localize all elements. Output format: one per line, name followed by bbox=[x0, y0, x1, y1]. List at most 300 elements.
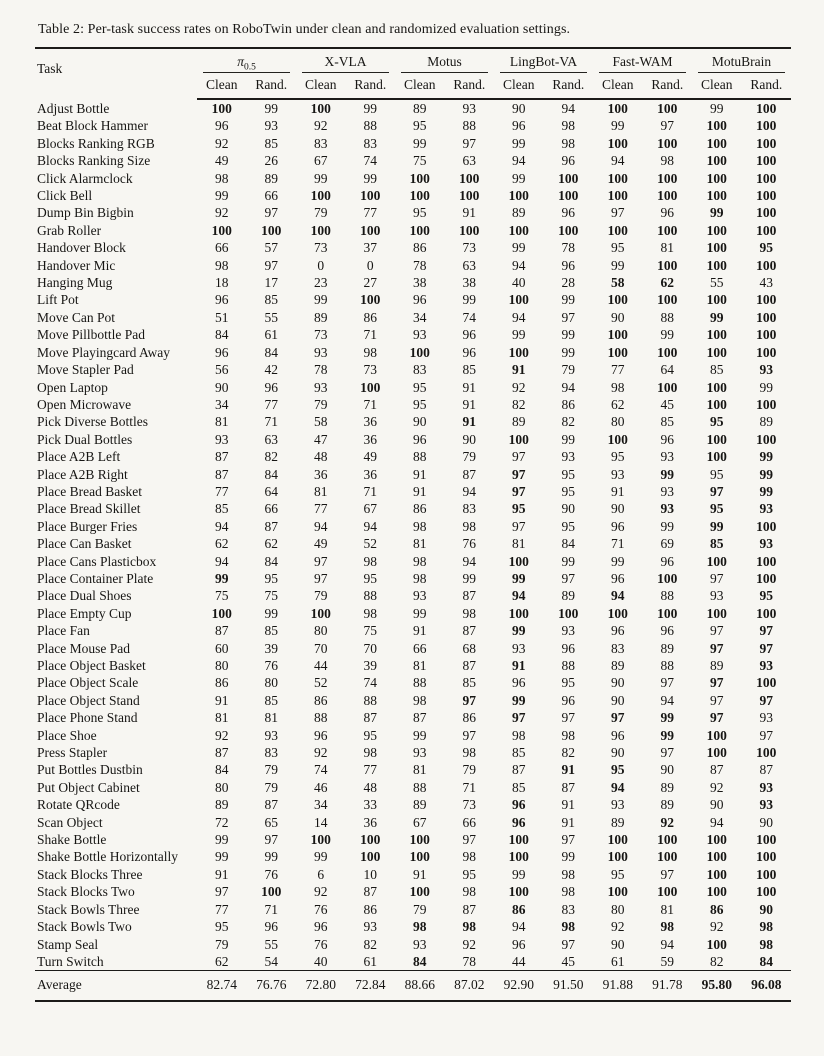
value-cell: 98 bbox=[215, 170, 229, 186]
value-cell: 88 bbox=[660, 309, 675, 325]
value-cell: 85 bbox=[462, 675, 477, 691]
value-cell: 14 bbox=[314, 814, 328, 830]
task-cell: Open Laptop bbox=[37, 379, 108, 395]
value-cell: 100 bbox=[706, 866, 727, 882]
value-cell: 23 bbox=[314, 275, 328, 291]
table-row bbox=[35, 413, 791, 430]
value-cell: 84 bbox=[215, 762, 229, 778]
task-cell: Press Stapler bbox=[37, 745, 108, 761]
value-cell: 99 bbox=[710, 518, 724, 534]
value-cell: 100 bbox=[409, 188, 430, 204]
task-cell: Shake Bottle bbox=[37, 832, 107, 848]
task-cell: Place Fan bbox=[37, 623, 90, 639]
value-cell: 92 bbox=[512, 379, 526, 395]
value-cell: 100 bbox=[607, 327, 628, 343]
value-cell: 77 bbox=[215, 901, 229, 917]
table-row bbox=[35, 135, 791, 152]
value-cell: 91.50 bbox=[544, 971, 594, 1002]
value-cell: 63 bbox=[264, 431, 278, 447]
value-cell: 93 bbox=[660, 501, 675, 517]
value-cell: 96 bbox=[314, 919, 328, 935]
subheader-clean: Clean bbox=[593, 73, 643, 99]
task-cell: Hanging Mug bbox=[37, 275, 113, 291]
value-cell: 71 bbox=[264, 414, 278, 430]
value-cell: 87 bbox=[462, 588, 477, 604]
value-cell: 97 bbox=[314, 570, 328, 586]
value-cell: 72.84 bbox=[346, 971, 396, 1002]
value-cell: 96 bbox=[611, 518, 625, 534]
value-cell: 36 bbox=[363, 431, 378, 447]
value-cell: 87 bbox=[710, 762, 724, 778]
value-cell: 100 bbox=[558, 170, 579, 186]
value-cell: 77 bbox=[215, 483, 229, 499]
value-cell: 91 bbox=[413, 466, 427, 482]
value-cell: 100 bbox=[211, 605, 232, 621]
table-row bbox=[35, 274, 791, 291]
value-cell: 86 bbox=[363, 309, 378, 325]
value-cell: 90 bbox=[512, 101, 526, 116]
results-table bbox=[35, 47, 791, 1002]
value-cell: 86 bbox=[561, 396, 576, 412]
value-cell: 100 bbox=[360, 832, 381, 848]
value-cell: 97 bbox=[759, 640, 774, 656]
value-cell: 44 bbox=[314, 658, 328, 673]
model-label: π bbox=[237, 54, 244, 69]
value-cell: 98 bbox=[759, 936, 774, 952]
value-cell: 94 bbox=[512, 588, 526, 604]
value-cell: 100 bbox=[508, 431, 529, 447]
value-cell: 100 bbox=[558, 605, 579, 621]
table-row bbox=[35, 222, 791, 239]
value-cell: 76 bbox=[314, 901, 328, 917]
value-cell: 90 bbox=[611, 692, 625, 708]
value-cell: 97 bbox=[660, 866, 675, 882]
value-cell: 94 bbox=[215, 518, 229, 534]
value-cell: 54 bbox=[264, 953, 278, 969]
value-cell: 100 bbox=[756, 118, 777, 134]
task-cell: Place Object Scale bbox=[37, 675, 139, 691]
value-cell: 94 bbox=[561, 379, 576, 395]
value-cell: 93 bbox=[611, 797, 625, 813]
value-cell: 100 bbox=[657, 849, 678, 865]
task-cell: Pick Diverse Bottles bbox=[37, 414, 148, 430]
value-cell: 89 bbox=[660, 797, 675, 813]
value-cell: 96 bbox=[512, 118, 526, 134]
subheader-clean: Clean bbox=[692, 73, 742, 99]
value-cell: 87 bbox=[215, 466, 229, 482]
value-cell: 100 bbox=[310, 188, 331, 204]
table-row bbox=[35, 918, 791, 935]
value-cell: 52 bbox=[314, 675, 328, 691]
value-cell: 26 bbox=[264, 153, 278, 169]
value-cell: 99 bbox=[512, 866, 526, 882]
value-cell: 92 bbox=[314, 745, 328, 761]
table-row bbox=[35, 570, 791, 587]
value-cell: 94 bbox=[512, 257, 526, 273]
value-cell: 52 bbox=[363, 536, 378, 552]
value-cell: 45 bbox=[561, 953, 576, 969]
table-row bbox=[35, 379, 791, 396]
model-header-row bbox=[35, 48, 791, 73]
value-cell: 39 bbox=[363, 658, 378, 673]
value-cell: 80 bbox=[611, 901, 625, 917]
value-cell: 88 bbox=[462, 118, 477, 134]
task-cell: Move Pillbottle Pad bbox=[37, 327, 145, 343]
value-cell: 100 bbox=[310, 101, 331, 116]
value-cell: 94 bbox=[660, 692, 675, 708]
value-cell: 98 bbox=[462, 518, 477, 534]
task-cell: Place A2B Right bbox=[37, 466, 128, 482]
value-cell: 99 bbox=[264, 101, 278, 116]
value-cell: 100 bbox=[508, 605, 529, 621]
value-cell: 43 bbox=[759, 275, 774, 291]
value-cell: 95 bbox=[611, 449, 625, 465]
value-cell: 49 bbox=[314, 536, 328, 552]
value-cell: 82 bbox=[561, 745, 576, 761]
value-cell: 100 bbox=[409, 170, 430, 186]
value-cell: 33 bbox=[363, 797, 378, 813]
value-cell: 97 bbox=[759, 692, 774, 708]
value-cell: 78 bbox=[561, 240, 576, 256]
value-cell: 100 bbox=[756, 396, 777, 412]
task-cell: Place Can Basket bbox=[37, 536, 132, 552]
value-cell: 99 bbox=[512, 570, 526, 586]
task-cell: Stack Bowls Two bbox=[37, 919, 132, 935]
task-cell: Handover Mic bbox=[37, 257, 116, 273]
value-cell: 88 bbox=[413, 449, 427, 465]
value-cell: 100 bbox=[756, 292, 777, 308]
value-cell: 100 bbox=[607, 344, 628, 360]
value-cell: 95 bbox=[561, 518, 576, 534]
value-cell: 89 bbox=[215, 797, 229, 813]
value-cell: 96 bbox=[611, 570, 625, 586]
value-cell: 97 bbox=[561, 936, 576, 952]
table-row bbox=[35, 744, 791, 761]
value-cell: 77 bbox=[363, 762, 378, 778]
value-cell: 96 bbox=[314, 727, 328, 743]
value-cell: 100 bbox=[706, 396, 727, 412]
value-cell: 72.80 bbox=[296, 971, 346, 1002]
value-cell: 61 bbox=[363, 953, 378, 969]
value-cell: 100 bbox=[607, 605, 628, 621]
value-cell: 95 bbox=[611, 240, 625, 256]
value-cell: 40 bbox=[512, 275, 526, 291]
task-cell: Place Cans Plasticbox bbox=[37, 553, 157, 569]
value-cell: 56 bbox=[215, 362, 229, 378]
value-cell: 88.66 bbox=[395, 971, 445, 1002]
value-cell: 81 bbox=[215, 414, 229, 430]
value-cell: 88 bbox=[363, 692, 378, 708]
value-cell: 100 bbox=[706, 605, 727, 621]
value-cell: 86 bbox=[413, 501, 427, 517]
table-footer bbox=[35, 971, 791, 1002]
table-row bbox=[35, 674, 791, 691]
value-cell: 83 bbox=[314, 135, 328, 151]
value-cell: 100 bbox=[756, 570, 777, 586]
value-cell: 100 bbox=[706, 745, 727, 761]
table-row bbox=[35, 605, 791, 622]
value-cell: 93 bbox=[413, 588, 427, 604]
value-cell: 97 bbox=[512, 483, 526, 499]
value-cell: 99 bbox=[413, 605, 427, 621]
value-cell: 98 bbox=[413, 570, 427, 586]
value-cell: 59 bbox=[660, 953, 675, 969]
value-cell: 99 bbox=[462, 570, 477, 586]
value-cell: 89 bbox=[660, 640, 675, 656]
value-cell: 88 bbox=[660, 588, 675, 604]
value-cell: 34 bbox=[215, 396, 229, 412]
value-cell: 96 bbox=[660, 623, 675, 639]
value-cell: 94 bbox=[512, 309, 526, 325]
value-cell: 95 bbox=[215, 919, 229, 935]
value-cell: 97 bbox=[561, 570, 576, 586]
value-cell: 62 bbox=[264, 536, 278, 552]
value-cell: 100 bbox=[756, 849, 777, 865]
value-cell: 87.02 bbox=[445, 971, 495, 1002]
value-cell: 38 bbox=[413, 275, 427, 291]
value-cell: 83 bbox=[462, 501, 477, 517]
value-cell: 91 bbox=[462, 396, 477, 412]
table-row bbox=[35, 535, 791, 552]
subheader-rand: Rand. bbox=[346, 73, 396, 99]
value-cell: 100 bbox=[756, 344, 777, 360]
value-cell: 98 bbox=[413, 518, 427, 534]
value-cell: 76 bbox=[314, 936, 328, 952]
task-cell: Handover Block bbox=[37, 240, 126, 256]
value-cell: 100 bbox=[657, 832, 678, 848]
value-cell: 94 bbox=[710, 814, 724, 830]
value-cell: 79 bbox=[561, 362, 576, 378]
value-cell: 100 bbox=[706, 327, 727, 343]
value-cell: 6 bbox=[317, 866, 325, 882]
value-cell: 87 bbox=[264, 518, 278, 534]
subheader-rand: Rand. bbox=[643, 73, 693, 99]
value-cell: 98 bbox=[759, 919, 774, 935]
value-cell: 79 bbox=[264, 762, 278, 778]
value-cell: 95 bbox=[710, 501, 724, 517]
value-cell: 96 bbox=[561, 692, 576, 708]
value-cell: 100 bbox=[706, 849, 727, 865]
value-cell: 84 bbox=[413, 953, 427, 969]
value-cell: 96 bbox=[660, 205, 675, 221]
value-cell: 93 bbox=[759, 536, 774, 552]
value-cell: 63 bbox=[462, 153, 477, 169]
value-cell: 87 bbox=[561, 779, 576, 795]
value-cell: 71 bbox=[363, 396, 378, 412]
value-cell: 100 bbox=[706, 257, 727, 273]
value-cell: 92 bbox=[215, 135, 229, 151]
value-cell: 100 bbox=[706, 449, 727, 465]
value-cell: 62 bbox=[611, 396, 625, 412]
value-cell: 100 bbox=[756, 222, 777, 238]
value-cell: 95 bbox=[561, 483, 576, 499]
value-cell: 91 bbox=[215, 692, 229, 708]
value-cell: 94 bbox=[561, 101, 576, 116]
value-cell: 67 bbox=[363, 501, 378, 517]
value-cell: 100 bbox=[706, 170, 727, 186]
value-cell: 100 bbox=[657, 379, 678, 395]
value-cell: 98 bbox=[215, 257, 229, 273]
value-cell: 93 bbox=[660, 483, 675, 499]
value-cell: 100 bbox=[508, 553, 529, 569]
value-cell: 88 bbox=[660, 658, 675, 673]
value-cell: 90 bbox=[611, 309, 625, 325]
value-cell: 64 bbox=[660, 362, 675, 378]
table-header bbox=[35, 48, 791, 99]
table-row bbox=[35, 361, 791, 378]
value-cell: 92 bbox=[314, 884, 328, 900]
value-cell: 100 bbox=[409, 832, 430, 848]
value-cell: 89 bbox=[660, 779, 675, 795]
value-cell: 82 bbox=[264, 449, 278, 465]
value-cell: 99 bbox=[561, 344, 576, 360]
value-cell: 93 bbox=[462, 101, 477, 116]
value-cell: 100 bbox=[459, 188, 480, 204]
value-cell: 100 bbox=[706, 240, 727, 256]
value-cell: 99 bbox=[611, 257, 625, 273]
value-cell: 62 bbox=[660, 275, 675, 291]
value-cell: 88 bbox=[413, 675, 427, 691]
value-cell: 100 bbox=[409, 222, 430, 238]
value-cell: 55 bbox=[264, 936, 278, 952]
task-cell: Place A2B Left bbox=[37, 449, 121, 465]
value-cell: 82 bbox=[512, 396, 526, 412]
value-cell: 95 bbox=[264, 570, 278, 586]
value-cell: 58 bbox=[314, 414, 328, 430]
value-cell: 100 bbox=[607, 884, 628, 900]
task-cell: Move Stapler Pad bbox=[37, 362, 134, 378]
value-cell: 94 bbox=[611, 779, 625, 795]
value-cell: 98 bbox=[561, 135, 576, 151]
value-cell: 62 bbox=[215, 953, 229, 969]
value-cell: 81 bbox=[660, 901, 675, 917]
value-cell: 85 bbox=[512, 745, 526, 761]
value-cell: 95 bbox=[759, 240, 774, 256]
value-cell: 98 bbox=[561, 118, 576, 134]
value-cell: 100 bbox=[706, 884, 727, 900]
value-cell: 86 bbox=[363, 901, 378, 917]
value-cell: 100 bbox=[607, 101, 628, 116]
value-cell: 97 bbox=[710, 675, 724, 691]
value-cell: 96 bbox=[264, 379, 278, 395]
value-cell: 86 bbox=[314, 692, 328, 708]
value-cell: 97 bbox=[611, 710, 625, 726]
task-cell: Beat Block Hammer bbox=[37, 118, 148, 134]
value-cell: 96 bbox=[215, 292, 229, 308]
value-cell: 80 bbox=[215, 779, 229, 795]
value-cell: 87 bbox=[215, 745, 229, 761]
value-cell: 100 bbox=[310, 222, 331, 238]
value-cell: 99 bbox=[264, 605, 278, 621]
value-cell: 100 bbox=[607, 431, 628, 447]
value-cell: 10 bbox=[363, 866, 378, 882]
value-cell: 98 bbox=[561, 919, 576, 935]
value-cell: 57 bbox=[264, 240, 278, 256]
value-cell: 96 bbox=[215, 344, 229, 360]
value-cell: 86 bbox=[413, 240, 427, 256]
value-cell: 79 bbox=[264, 779, 278, 795]
task-cell: Grab Roller bbox=[37, 222, 102, 238]
value-cell: 95.80 bbox=[692, 971, 742, 1002]
value-cell: 100 bbox=[706, 118, 727, 134]
value-cell: 87 bbox=[462, 658, 477, 673]
value-cell: 90 bbox=[611, 501, 625, 517]
value-cell: 100 bbox=[756, 605, 777, 621]
value-cell: 93 bbox=[215, 431, 229, 447]
value-cell: 85 bbox=[264, 292, 278, 308]
value-cell: 89 bbox=[512, 205, 526, 221]
value-cell: 91 bbox=[561, 797, 576, 813]
value-cell: 73 bbox=[314, 240, 328, 256]
value-cell: 99 bbox=[660, 466, 675, 482]
value-cell: 93 bbox=[512, 640, 526, 656]
value-cell: 99 bbox=[314, 849, 328, 865]
value-cell: 90 bbox=[611, 936, 625, 952]
value-cell: 97 bbox=[710, 623, 724, 639]
value-cell: 97 bbox=[462, 832, 477, 848]
value-cell: 94 bbox=[363, 518, 378, 534]
value-cell: 95 bbox=[363, 570, 378, 586]
table-row bbox=[35, 640, 791, 657]
value-cell: 91 bbox=[462, 414, 477, 430]
value-cell: 99 bbox=[512, 240, 526, 256]
subheader-rand: Rand. bbox=[247, 73, 297, 99]
subheader-clean: Clean bbox=[197, 73, 247, 99]
value-cell: 96 bbox=[561, 257, 576, 273]
value-cell: 0 bbox=[366, 257, 374, 273]
value-cell: 90 bbox=[611, 675, 625, 691]
value-cell: 85 bbox=[710, 536, 724, 552]
value-cell: 98 bbox=[660, 153, 675, 169]
value-cell: 96 bbox=[462, 327, 477, 343]
value-cell: 78 bbox=[462, 953, 477, 969]
value-cell: 92 bbox=[215, 727, 229, 743]
value-cell: 100 bbox=[756, 257, 777, 273]
model-header-xvla: X-VLA bbox=[296, 48, 395, 73]
value-cell: 100 bbox=[508, 188, 529, 204]
value-cell: 75 bbox=[413, 153, 427, 169]
value-cell: 97 bbox=[561, 832, 576, 848]
task-cell: Move Can Pot bbox=[37, 309, 116, 325]
value-cell: 100 bbox=[706, 292, 727, 308]
value-cell: 17 bbox=[264, 275, 278, 291]
table-row bbox=[35, 796, 791, 813]
subheader-clean: Clean bbox=[395, 73, 445, 99]
value-cell: 85 bbox=[660, 414, 675, 430]
value-cell: 100 bbox=[459, 222, 480, 238]
value-cell: 96 bbox=[413, 292, 427, 308]
value-cell: 49 bbox=[215, 153, 229, 169]
value-cell: 98 bbox=[660, 919, 675, 935]
value-cell: 80 bbox=[215, 658, 229, 673]
value-cell: 91 bbox=[413, 866, 427, 882]
value-cell: 97 bbox=[314, 553, 328, 569]
value-cell: 93 bbox=[759, 362, 774, 378]
value-cell: 91 bbox=[462, 379, 477, 395]
table-row bbox=[35, 170, 791, 187]
value-cell: 76 bbox=[264, 866, 278, 882]
value-cell: 84 bbox=[561, 536, 576, 552]
value-cell: 95 bbox=[611, 762, 625, 778]
value-cell: 76 bbox=[462, 536, 477, 552]
value-cell: 87 bbox=[363, 710, 378, 726]
value-cell: 100 bbox=[706, 153, 727, 169]
value-cell: 99 bbox=[710, 205, 724, 221]
task-cell: Put Bottles Dustbin bbox=[37, 762, 143, 778]
table-row bbox=[35, 709, 791, 726]
value-cell: 99 bbox=[413, 135, 427, 151]
value-cell: 96 bbox=[561, 153, 576, 169]
